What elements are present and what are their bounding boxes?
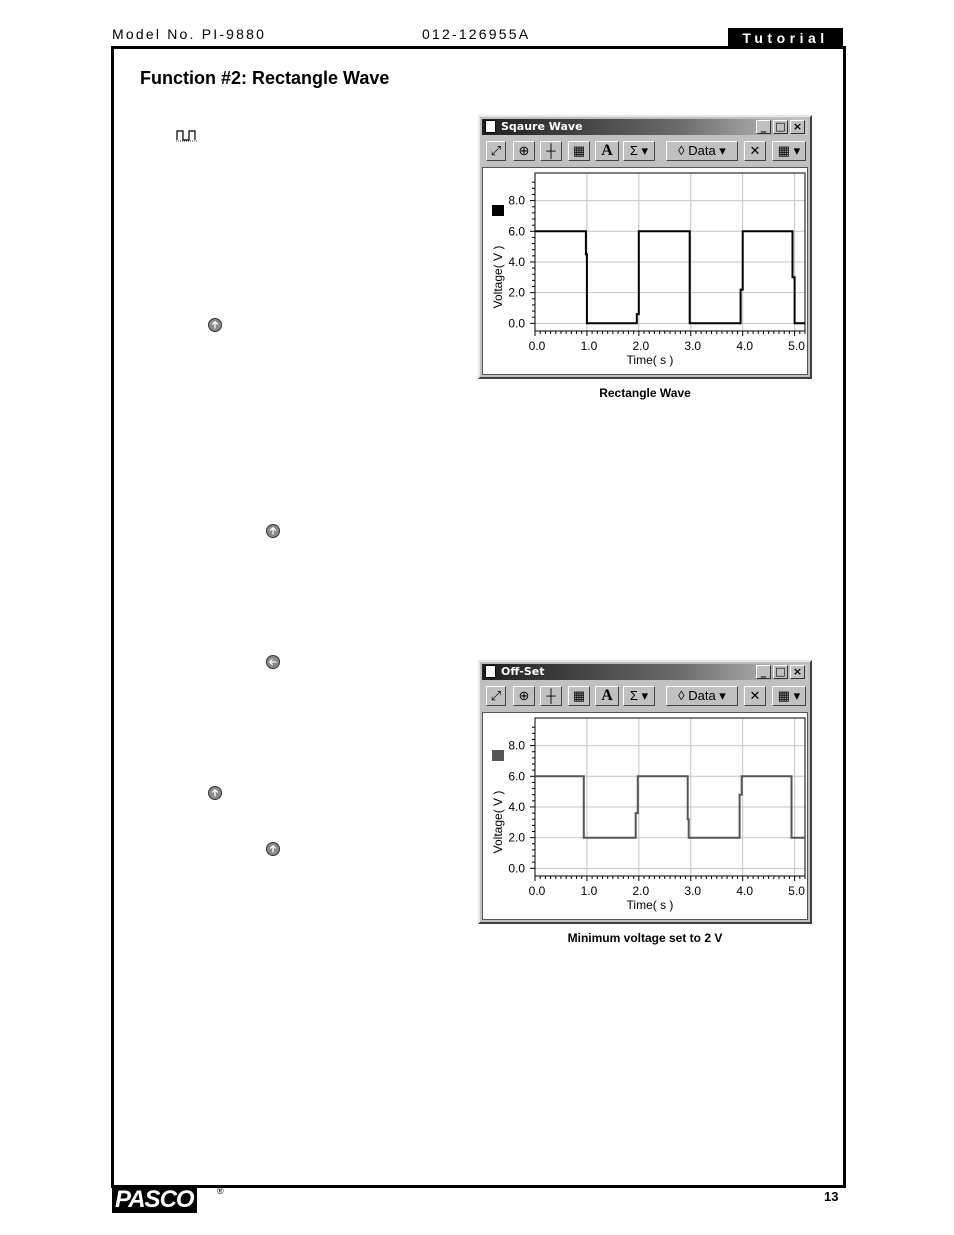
document-icon	[485, 120, 496, 133]
plot-frame	[535, 173, 805, 331]
x-tick-label: 2.0	[632, 339, 650, 353]
y-tick-label: 4.0	[508, 254, 525, 269]
close-button[interactable]: ×	[790, 120, 805, 134]
data-dropdown-label: Data	[688, 143, 716, 158]
y-tick-label: 6.0	[508, 224, 525, 239]
plot-frame	[535, 718, 805, 876]
graph-settings-dropdown[interactable]: ▦ ▾	[772, 141, 806, 161]
x-tick-label: 5.0	[788, 884, 805, 898]
registered-mark: ®	[217, 1186, 224, 1196]
y-tick-label: 6.0	[508, 769, 525, 784]
x-tick-label: 0.0	[528, 884, 546, 898]
x-tick-label: 4.0	[736, 339, 754, 353]
x-tick-label: 3.0	[684, 884, 702, 898]
model-number: Model No. PI-9880	[112, 26, 267, 42]
zoom-icon[interactable]: ⊕	[513, 141, 535, 161]
page-number: 13	[824, 1189, 839, 1204]
voltage-time-chart	[483, 168, 809, 378]
smart-cursor-icon[interactable]: ┼	[540, 141, 562, 161]
x-tick-label: 5.0	[788, 339, 805, 353]
graph-plot-area	[482, 712, 808, 920]
x-tick-label: 1.0	[580, 339, 598, 353]
autoscale-icon[interactable]: ⤢	[486, 141, 506, 161]
graph-toolbar	[482, 139, 808, 163]
document-icon	[485, 665, 496, 678]
zoom-icon[interactable]: ⊕	[513, 686, 535, 706]
minimize-button[interactable]: _	[756, 665, 771, 679]
data-series-line	[535, 231, 805, 323]
x-tick-label: 4.0	[736, 884, 754, 898]
y-tick-label: 0.0	[508, 316, 525, 331]
x-tick-label: 1.0	[580, 884, 598, 898]
x-tick-label: 0.0	[528, 339, 546, 353]
annotation-icon[interactable]: A	[595, 141, 619, 161]
section-tab: Tutorial	[728, 28, 843, 48]
x-tick-label: 2.0	[632, 884, 650, 898]
delete-icon[interactable]: ✕	[744, 141, 766, 161]
autoscale-icon[interactable]: ⤢	[486, 686, 506, 706]
graph-settings-dropdown[interactable]: ▦ ▾	[772, 686, 806, 706]
up-arrow-icon	[266, 842, 280, 856]
annotation-icon[interactable]: A	[595, 686, 619, 706]
maximize-button[interactable]: □	[773, 120, 788, 134]
y-tick-label: 8.0	[508, 193, 525, 208]
x-axis-label: Time( s )	[626, 898, 674, 912]
calculator-icon[interactable]: ▦	[568, 141, 590, 161]
data-dropdown-label: Data	[688, 688, 716, 703]
pasco-logo: PASCO	[112, 1186, 197, 1214]
minimize-button[interactable]: _	[756, 120, 771, 134]
x-axis-label: Time( s )	[626, 353, 674, 367]
y-tick-label: 2.0	[508, 285, 525, 300]
voltage-time-chart	[483, 713, 809, 923]
y-tick-label: 8.0	[508, 738, 525, 753]
window-title: Sqaure Wave	[501, 120, 583, 133]
up-arrow-icon	[208, 786, 222, 800]
statistics-dropdown[interactable]: Σ ▾	[623, 141, 655, 161]
data-dropdown[interactable]: ◊ Data ▾	[666, 686, 738, 706]
y-tick-label: 4.0	[508, 799, 525, 814]
document-number: 012-126955A	[422, 26, 531, 42]
figure-caption: Rectangle Wave	[599, 386, 691, 400]
section-title: Function #2: Rectangle Wave	[140, 68, 390, 88]
square-wave-icon	[176, 128, 200, 147]
maximize-button[interactable]: □	[773, 665, 788, 679]
graph-toolbar	[482, 684, 808, 708]
delete-icon[interactable]: ✕	[744, 686, 766, 706]
window-titlebar[interactable]	[482, 119, 808, 135]
graph-window-off-set[interactable]	[478, 660, 812, 924]
up-arrow-icon	[208, 318, 222, 332]
close-button[interactable]: ×	[790, 665, 805, 679]
figure-caption: Minimum voltage set to 2 V	[567, 931, 723, 945]
y-tick-label: 0.0	[508, 861, 525, 876]
up-arrow-icon	[266, 524, 280, 538]
calculator-icon[interactable]: ▦	[568, 686, 590, 706]
graph-window-square-wave[interactable]	[478, 115, 812, 379]
left-arrow-icon	[266, 655, 280, 669]
window-title: Off-Set	[501, 665, 545, 678]
legend-swatch	[492, 750, 504, 761]
x-tick-label: 3.0	[684, 339, 702, 353]
statistics-dropdown[interactable]: Σ ▾	[623, 686, 655, 706]
y-axis-label: Voltage( V )	[491, 790, 505, 854]
y-axis-label: Voltage( V )	[491, 245, 505, 309]
y-tick-label: 2.0	[508, 830, 525, 845]
data-dropdown[interactable]: ◊ Data ▾	[666, 141, 738, 161]
smart-cursor-icon[interactable]: ┼	[540, 686, 562, 706]
legend-swatch	[492, 205, 504, 216]
window-titlebar[interactable]	[482, 664, 808, 680]
graph-plot-area	[482, 167, 808, 375]
